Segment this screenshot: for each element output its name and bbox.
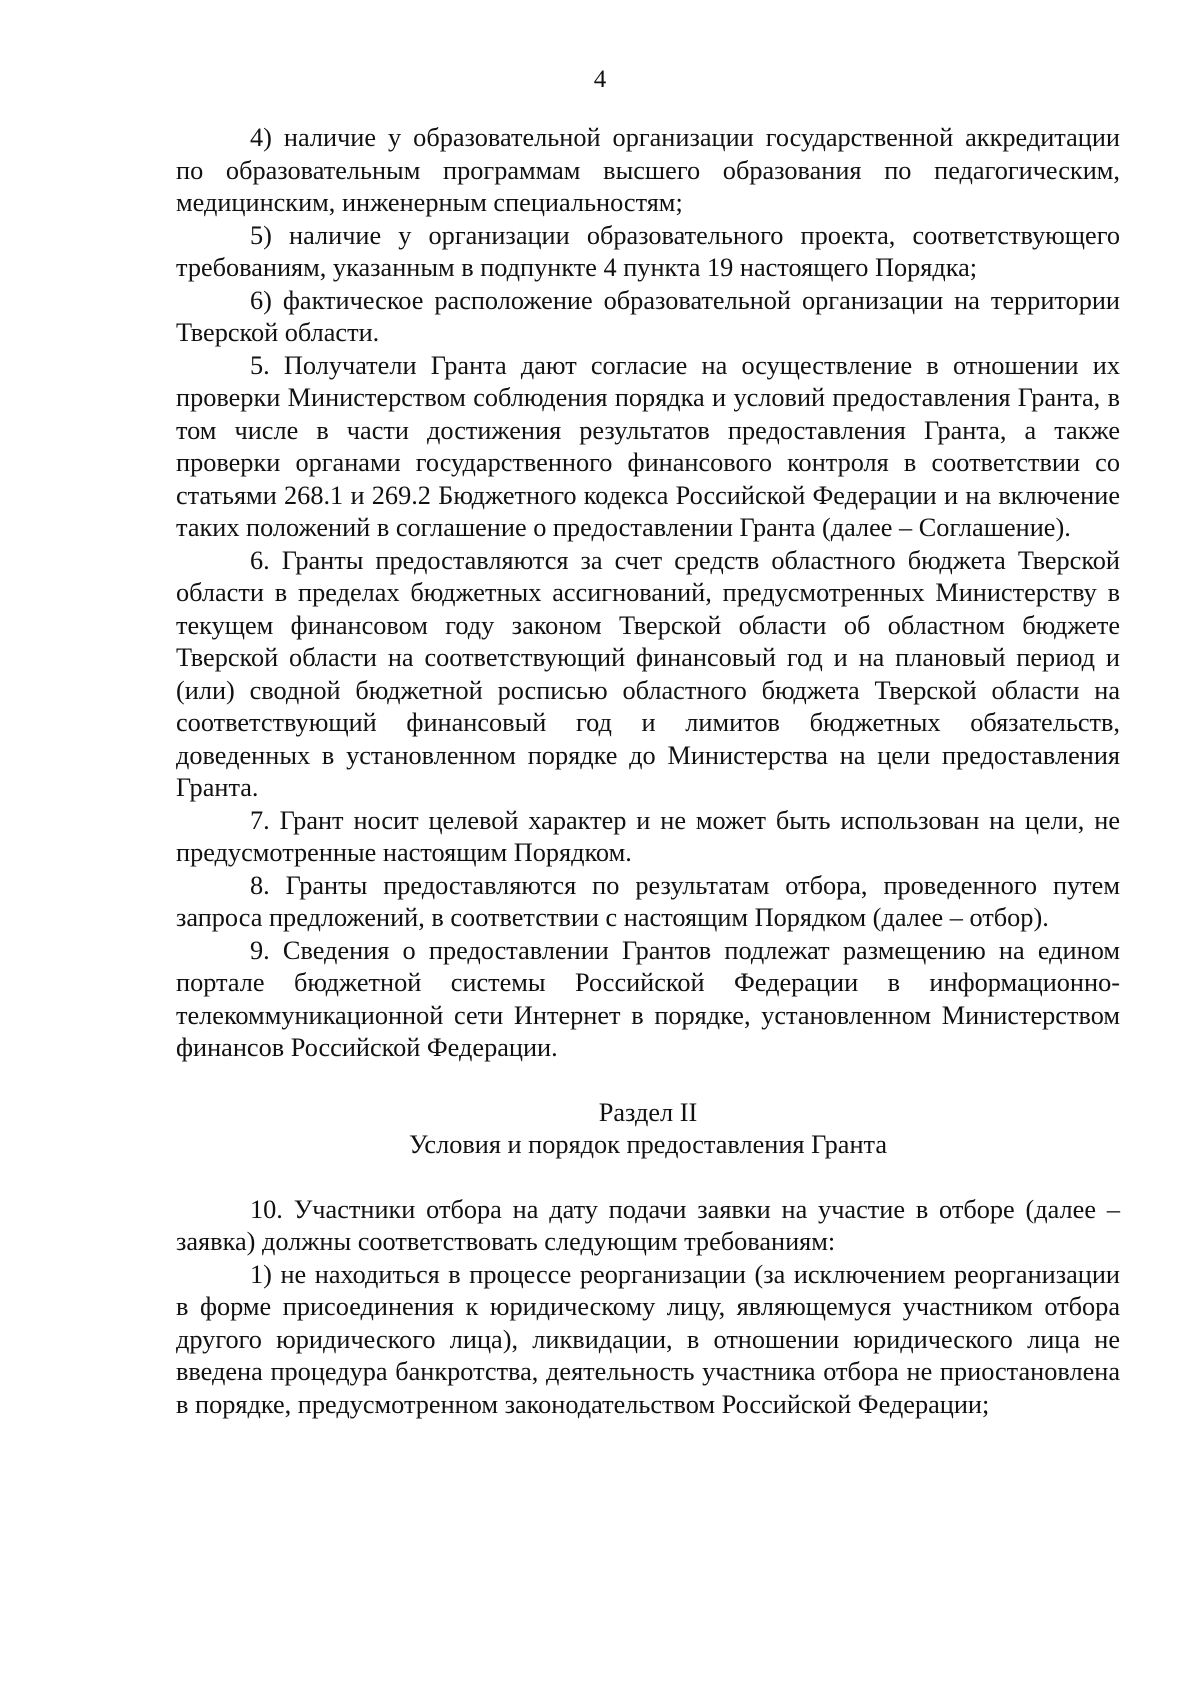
document-body (176, 122, 1120, 1421)
paragraph-item-5: 5) наличие у организации образовательного проекта, соответствующего требованиям, указанным в подпункте 4 пункта 19 настоящего Порядка; (176, 220, 1120, 282)
paragraph-clause-6: 6. Гранты предоставляются за счет средств областного бюджета Тверской области в пределах бюджетных ассигнований, предусмотренных Министерству в текущем финансовом году законом Тверской области об областном бюджете Тверской области на соответствующий финансовый год и на плановый период и (или) сводной бюджетной росписью областного бюджета Тверской области на соответствующий финансовый год и лимитов бюджетных обязательств, доведенных в установленном порядке до Министерства на цели предоставления Гранта. (176, 545, 1120, 802)
section-heading (176, 1097, 1120, 1162)
paragraph-item-1: 1) не находиться в процессе реорганизации (за исключением реорганизации в форме присоединения к юридическому лицу, являющемуся участником отбора другого юридического лица), ликвидации, в отношении юридического лица не введена процедура банкротства, деятельность участника отбора не приостановлена в порядке, предусмотренном законодательством Российской Федерации; (176, 1259, 1120, 1419)
section-title: Условия и порядок предоставления Гранта (408, 1130, 888, 1159)
paragraph-clause-10: 10. Участники отбора на дату подачи заявки на участие в отборе (далее – заявка) должны соответствовать следующим требованиям: (176, 1194, 1120, 1256)
paragraph-item-6: 6) фактическое расположение образовательной организации на территории Тверской области. (176, 285, 1120, 347)
section-label: Раздел II (598, 1097, 698, 1127)
paragraph-clause-8: 8. Гранты предоставляются по результатам отбора, проведенного путем запроса предложений, в соответствии с настоящим Порядком (далее – отбор). (176, 870, 1120, 932)
page-number: 4 (593, 66, 607, 93)
paragraph-clause-5: 5. Получатели Гранта дают согласие на осуществление в отношении их проверки Министерством соблюдения порядка и условий предоставления Гранта, в том числе в части достижения результатов предоставления Гранта, а также проверки органами государственного финансового контроля в соответствии со статьями 268.1 и 269.2 Бюджетного кодекса Российской Федерации и на включение таких положений в соглашение о предоставлении Гранта (далее – Соглашение). (176, 350, 1120, 542)
paragraph-clause-7: 7. Грант носит целевой характер и не может быть использован на цели, не предусмотренные настоящим Порядком. (176, 805, 1120, 867)
spacer (176, 1162, 1120, 1194)
paragraph-item-4: 4) наличие у образовательной организации государственной аккредитации по образовательным программам высшего образования по педагогическим, медицинским, инженерным специальностям; (176, 123, 1120, 217)
paragraph-clause-9: 9. Сведения о предоставлении Грантов подлежат размещению на едином портале бюджетной системы Российской Федерации в информационно-телекоммуникационной сети Интернет в порядке, установленном Министерством финансов Российской Федерации. (176, 935, 1120, 1062)
